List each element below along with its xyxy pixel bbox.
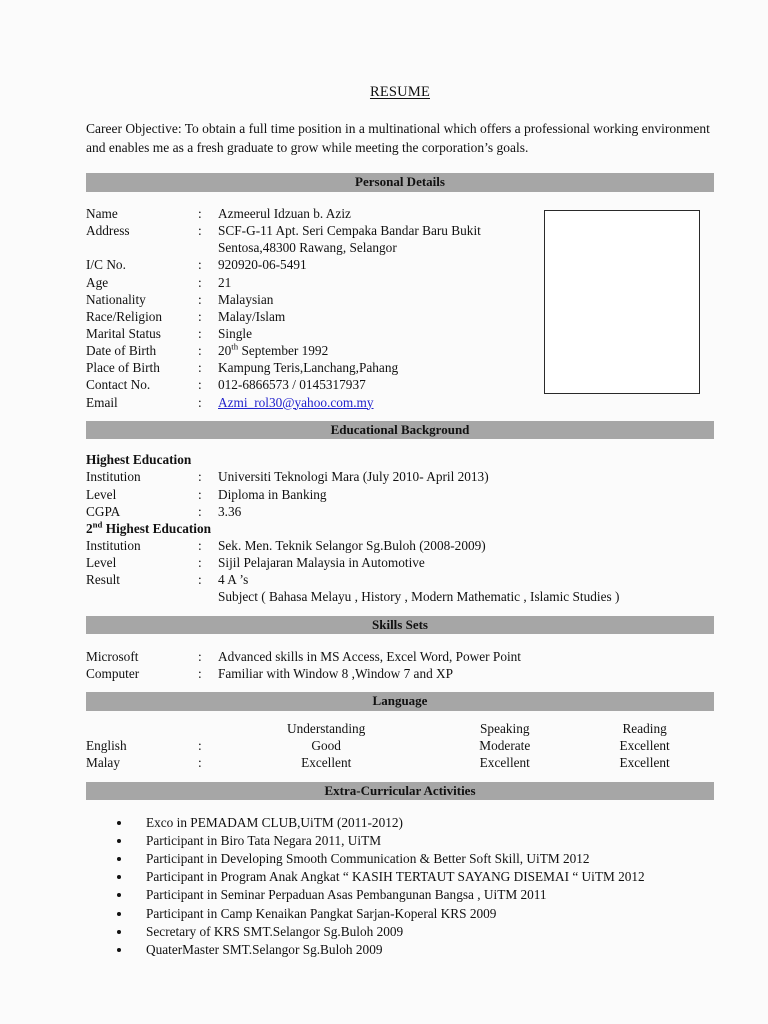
detail-label: I/C No.	[86, 257, 126, 273]
detail-label: Address	[86, 223, 130, 239]
detail-value-continued: Sentosa,48300 Rawang, Selangor	[218, 240, 397, 256]
page-title-text: RESUME	[369, 84, 430, 100]
language-understanding-value: Excellent	[301, 755, 352, 771]
resume-content	[86, 0, 714, 959]
language-column-reading: Reading	[622, 721, 667, 737]
detail-colon: :	[198, 377, 202, 393]
detail-value: Single	[218, 325, 252, 341]
detail-label: Nationality	[86, 291, 146, 307]
detail-row-place-of-birth	[86, 359, 526, 376]
detail-colon: :	[198, 308, 202, 324]
education-colon: :	[198, 555, 202, 571]
detail-label: Race/Religion	[86, 308, 163, 324]
education-colon: :	[198, 486, 202, 502]
language-name: Malay	[86, 755, 120, 771]
detail-label: Contact No.	[86, 377, 151, 393]
photo-placeholder-box	[544, 210, 700, 394]
list-item: • Secretary of KRS SMT.Selangor Sg.Buloh 2009	[132, 923, 714, 941]
detail-value	[218, 342, 526, 359]
detail-colon: :	[198, 274, 202, 290]
section-header-extra-curricular-activities: Extra-Curricular Activities	[86, 782, 714, 801]
education-subject-list: Subject ( Bahasa Melayu , History , Modern Mathematic , Islamic Studies )	[218, 589, 620, 605]
detail-row-age	[86, 274, 526, 291]
detail-row-address-line2	[86, 239, 526, 256]
skills-colon: :	[198, 666, 202, 682]
education-label: Institution	[86, 537, 141, 553]
career-objective: Career Objective: To obtain a full time position in a multinational which offers a professional working environment and enables me as a fresh graduate to grow while meeting the corporation’s goals.	[86, 121, 710, 156]
email-link[interactable]: Azmi_rol30@yahoo.com.my	[218, 394, 374, 410]
page-title	[86, 84, 714, 101]
dob-ordinal-suffix: th	[231, 341, 239, 352]
education-row-institution-1	[86, 468, 714, 485]
detail-row-date-of-birth	[86, 342, 526, 359]
skills-value: Advanced skills in MS Access, Excel Word, Power Point	[218, 649, 522, 665]
detail-colon: :	[198, 325, 202, 341]
personal-details-block	[86, 205, 714, 411]
detail-label: Date of Birth	[86, 343, 157, 359]
education-label: Level	[86, 486, 117, 502]
list-item: • Participant in Developing Smooth Communication & Better Soft Skill, UiTM 2012	[132, 850, 714, 868]
activities-list	[86, 814, 714, 959]
education-colon: :	[198, 503, 202, 519]
education-value: Diploma in Banking	[218, 486, 327, 502]
language-speaking-value: Excellent	[479, 755, 530, 771]
education-value: 4 A ’s	[218, 572, 249, 588]
list-item: • Participant in Seminar Perpaduan Asas Pembangunan Bangsa , UiTM 2011	[132, 886, 714, 904]
skills-block	[86, 648, 714, 682]
detail-label: Age	[86, 274, 109, 290]
detail-value: Malaysian	[218, 291, 274, 307]
language-colon: :	[198, 738, 202, 754]
detail-label: Name	[86, 205, 118, 221]
education-block	[86, 451, 714, 605]
skills-label: Computer	[86, 666, 140, 682]
detail-colon: :	[198, 257, 202, 273]
language-reading-value: Excellent	[619, 738, 670, 754]
personal-details-rows	[86, 205, 526, 411]
list-item: • Participant in Program Anak Angkat “ KASIH TERTAUT SAYANG DISEMAI “ UiTM 2012	[132, 868, 714, 886]
detail-value: 012-6866573 / 0145317937	[218, 377, 366, 393]
list-item: • Exco in PEMADAM CLUB,UiTM (2011-2012)	[132, 814, 714, 832]
education-label: Result	[86, 572, 120, 588]
skills-colon: :	[198, 649, 202, 665]
detail-colon: :	[198, 205, 202, 221]
highest-education-label: Highest Education	[86, 452, 192, 468]
second-ordinal-suffix: nd	[92, 519, 103, 530]
detail-value: 920920-06-5491	[218, 257, 307, 273]
education-row-result	[86, 571, 714, 588]
language-reading-value: Excellent	[619, 755, 670, 771]
language-name: English	[86, 738, 127, 754]
detail-value: 21	[218, 274, 232, 290]
detail-label: Marital Status	[86, 325, 161, 341]
detail-value: Kampung Teris,Lanchang,Pahang	[218, 360, 399, 376]
detail-value: Azmeerul Idzuan b. Aziz	[218, 205, 351, 221]
detail-row-marital-status	[86, 325, 526, 342]
detail-row-race-religion	[86, 308, 526, 325]
detail-row-ic-no	[86, 256, 526, 273]
detail-colon: :	[198, 394, 202, 410]
education-row-result-subjects	[86, 588, 714, 605]
language-speaking-value: Moderate	[479, 738, 531, 754]
education-label: CGPA	[86, 503, 121, 519]
education-value: Sek. Men. Teknik Selangor Sg.Buloh (2008-2009)	[218, 537, 486, 553]
section-header-personal-details: Personal Details	[86, 173, 714, 192]
detail-label: Email	[86, 394, 118, 410]
language-header-blank	[86, 720, 198, 737]
detail-colon: :	[198, 291, 202, 307]
activities-block	[86, 814, 714, 959]
detail-colon: :	[198, 360, 202, 376]
language-row-malay	[86, 754, 714, 771]
education-label: Institution	[86, 469, 141, 485]
detail-row-name	[86, 205, 526, 222]
detail-value: Malay/Islam	[218, 308, 286, 324]
education-value: 3.36	[218, 503, 242, 519]
skills-value: Familiar with Window 8 ,Window 7 and XP	[218, 666, 454, 682]
section-header-language: Language	[86, 692, 714, 711]
detail-row-address	[86, 222, 526, 239]
dob-day: 20	[218, 343, 232, 359]
list-item: • Participant in Camp Kenaikan Pangkat Sarjan-Koperal KRS 2009	[132, 905, 714, 923]
detail-value	[218, 394, 526, 411]
section-header-educational-background: Educational Background	[86, 421, 714, 440]
detail-row-email	[86, 394, 526, 411]
language-column-understanding: Understanding	[287, 721, 366, 737]
detail-row-nationality	[86, 291, 526, 308]
detail-colon: :	[198, 343, 202, 359]
language-table-header-row	[86, 720, 714, 737]
detail-label: Place of Birth	[86, 360, 160, 376]
section-header-skills-sets: Skills Sets	[86, 616, 714, 635]
language-column-speaking: Speaking	[480, 721, 530, 737]
education-row-cgpa	[86, 503, 714, 520]
education-value: Sijil Pelajaran Malaysia in Automotive	[218, 555, 425, 571]
list-item: • QuaterMaster SMT.Selangor Sg.Buloh 2009	[132, 941, 714, 959]
list-item: • Participant in Biro Tata Negara 2011, UiTM	[132, 832, 714, 850]
education-label: Level	[86, 555, 117, 571]
skills-row-microsoft	[86, 648, 714, 665]
education-colon: :	[198, 469, 202, 485]
language-understanding-value: Good	[311, 738, 341, 754]
second-label-text: Highest Education	[102, 520, 212, 536]
education-colon: :	[198, 572, 202, 588]
education-value: Universiti Teknologi Mara (July 2010- April 2013)	[218, 469, 489, 485]
detail-colon: :	[198, 223, 202, 239]
language-row-english	[86, 737, 714, 754]
education-row-institution-2	[86, 537, 714, 554]
language-header-colon-blank	[198, 720, 218, 737]
education-colon: :	[198, 537, 202, 553]
skills-label: Microsoft	[86, 649, 139, 665]
detail-value: SCF-G-11 Apt. Seri Cempaka Bandar Baru Bukit	[218, 223, 481, 239]
skills-row-computer	[86, 665, 714, 682]
dob-month-year: September 1992	[238, 343, 329, 359]
detail-row-contact-no	[86, 376, 526, 393]
language-colon: :	[198, 755, 202, 771]
education-row-level-2	[86, 554, 714, 571]
language-block	[86, 720, 714, 771]
language-table	[86, 720, 714, 771]
second-ordinal-number: 2	[86, 520, 93, 536]
second-highest-education-label	[86, 520, 714, 537]
education-row-level-1	[86, 486, 714, 503]
